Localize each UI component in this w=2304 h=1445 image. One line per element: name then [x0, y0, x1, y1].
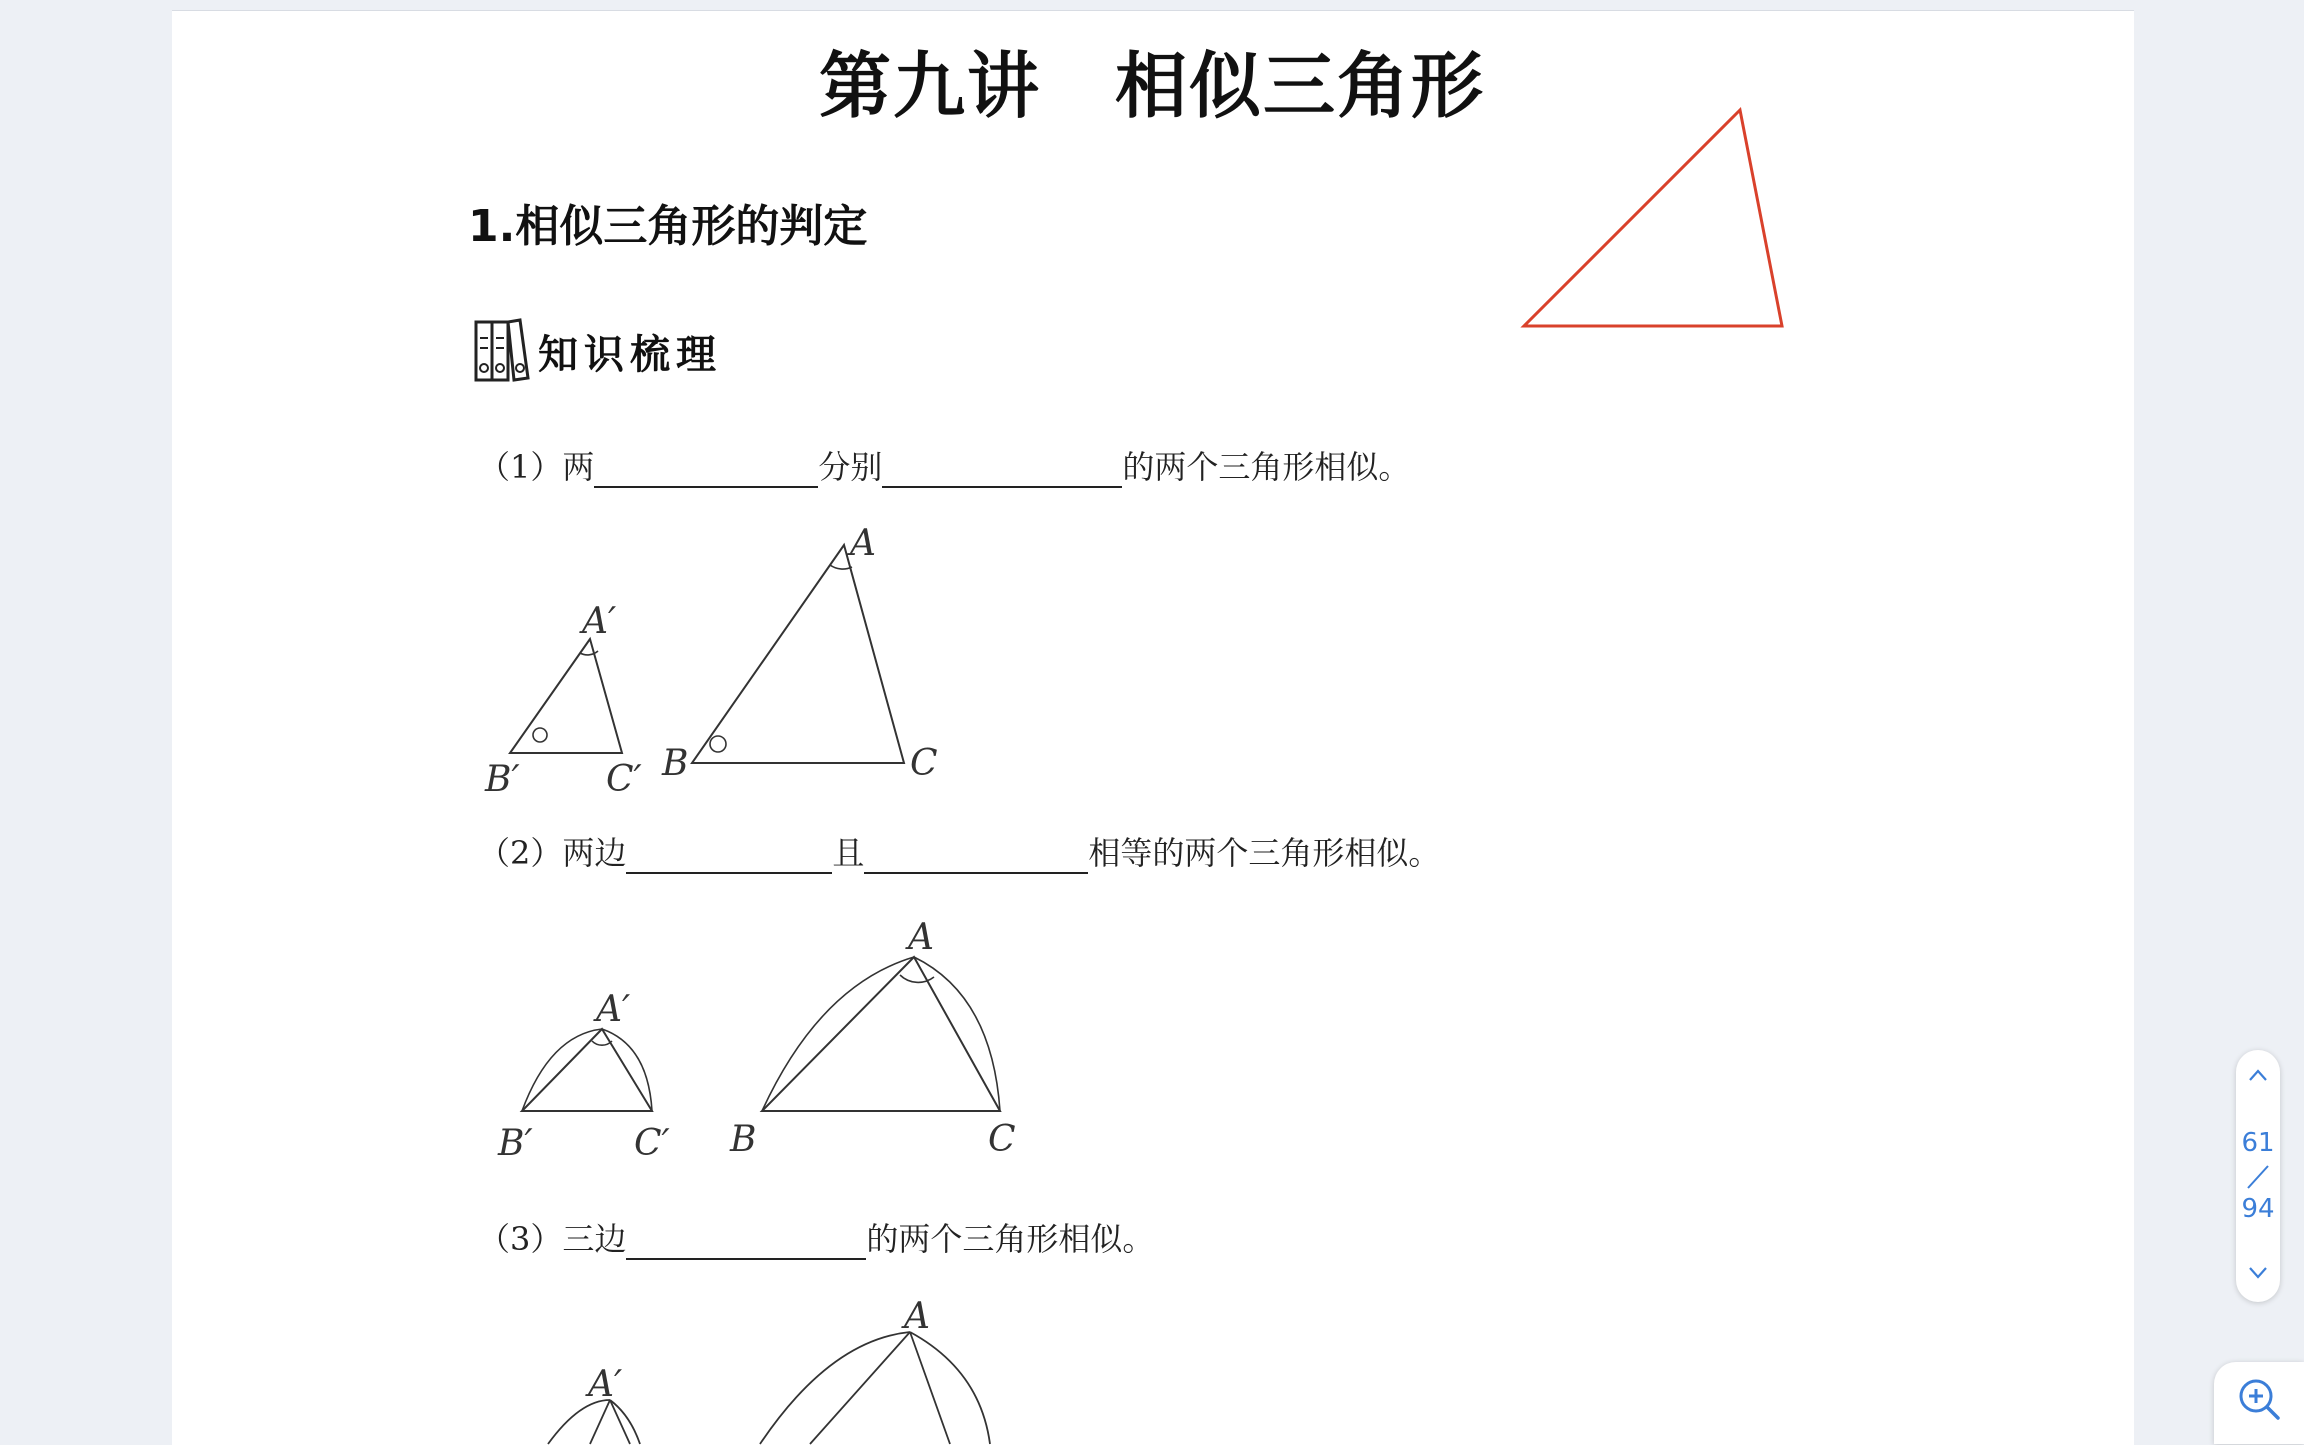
chevron-down-icon[interactable] [2248, 1266, 2268, 1280]
figure-1-aa [480, 525, 960, 805]
label-c-2: C [988, 1119, 1016, 1160]
knowledge-heading [474, 316, 722, 386]
section-title: 1.相似三角形的判定 [468, 201, 868, 252]
figure-3-sss [480, 1290, 1040, 1444]
item-3-label: （3）三边 [478, 1220, 627, 1258]
item-1-label: （1）两 [478, 448, 595, 486]
top-edge [0, 0, 2304, 10]
zoom-in-button[interactable] [2214, 1362, 2304, 1444]
label-b-prime-2: B′ [498, 1123, 533, 1164]
item-2-end: 相等的两个三角形相似。 [1088, 834, 1441, 872]
item-2-label: （2）两边 [478, 834, 627, 872]
item-2-blank-1[interactable] [626, 838, 832, 874]
red-triangle-annotation [1510, 100, 1810, 340]
item-3-blank-1[interactable] [626, 1224, 866, 1260]
binder-icon [474, 318, 530, 384]
item-1-end: 的两个三角形相似。 [1122, 448, 1411, 486]
item-1 [478, 442, 1410, 488]
label-a-3: A [904, 1296, 930, 1337]
label-c-prime-2: C′ [634, 1123, 670, 1164]
figure-2-sas [480, 905, 1040, 1185]
slash-divider [2246, 1164, 2270, 1190]
label-a-prime-2: A′ [596, 989, 631, 1030]
label-b-2: B [730, 1119, 757, 1160]
item-1-blank-2[interactable] [882, 452, 1122, 488]
item-2-blank-2[interactable] [864, 838, 1088, 874]
item-1-mid: 分别 [818, 448, 883, 486]
item-3 [478, 1214, 1154, 1260]
label-a-2: A [908, 917, 934, 958]
knowledge-label: 知识梳理 [538, 331, 722, 378]
label-a-prime-1: A′ [582, 601, 617, 642]
page-title: 第九讲 相似三角形 [818, 44, 1485, 128]
label-b-prime-1: B′ [485, 759, 520, 800]
label-a-1: A [850, 523, 876, 564]
page-navigator [2236, 1050, 2280, 1302]
item-1-blank-1[interactable] [594, 452, 818, 488]
current-page: 61 [2241, 1128, 2275, 1158]
item-3-end: 的两个三角形相似。 [866, 1220, 1155, 1258]
item-2-mid: 且 [832, 834, 865, 872]
label-b-1: B [662, 743, 689, 784]
label-a-prime-3: A′ [588, 1364, 623, 1405]
item-2 [478, 828, 1440, 874]
zoom-in-icon [2236, 1376, 2282, 1422]
chevron-up-icon[interactable] [2248, 1068, 2268, 1082]
label-c-1: C [910, 743, 938, 784]
label-c-prime-1: C′ [606, 759, 642, 800]
total-pages: 94 [2241, 1194, 2275, 1224]
